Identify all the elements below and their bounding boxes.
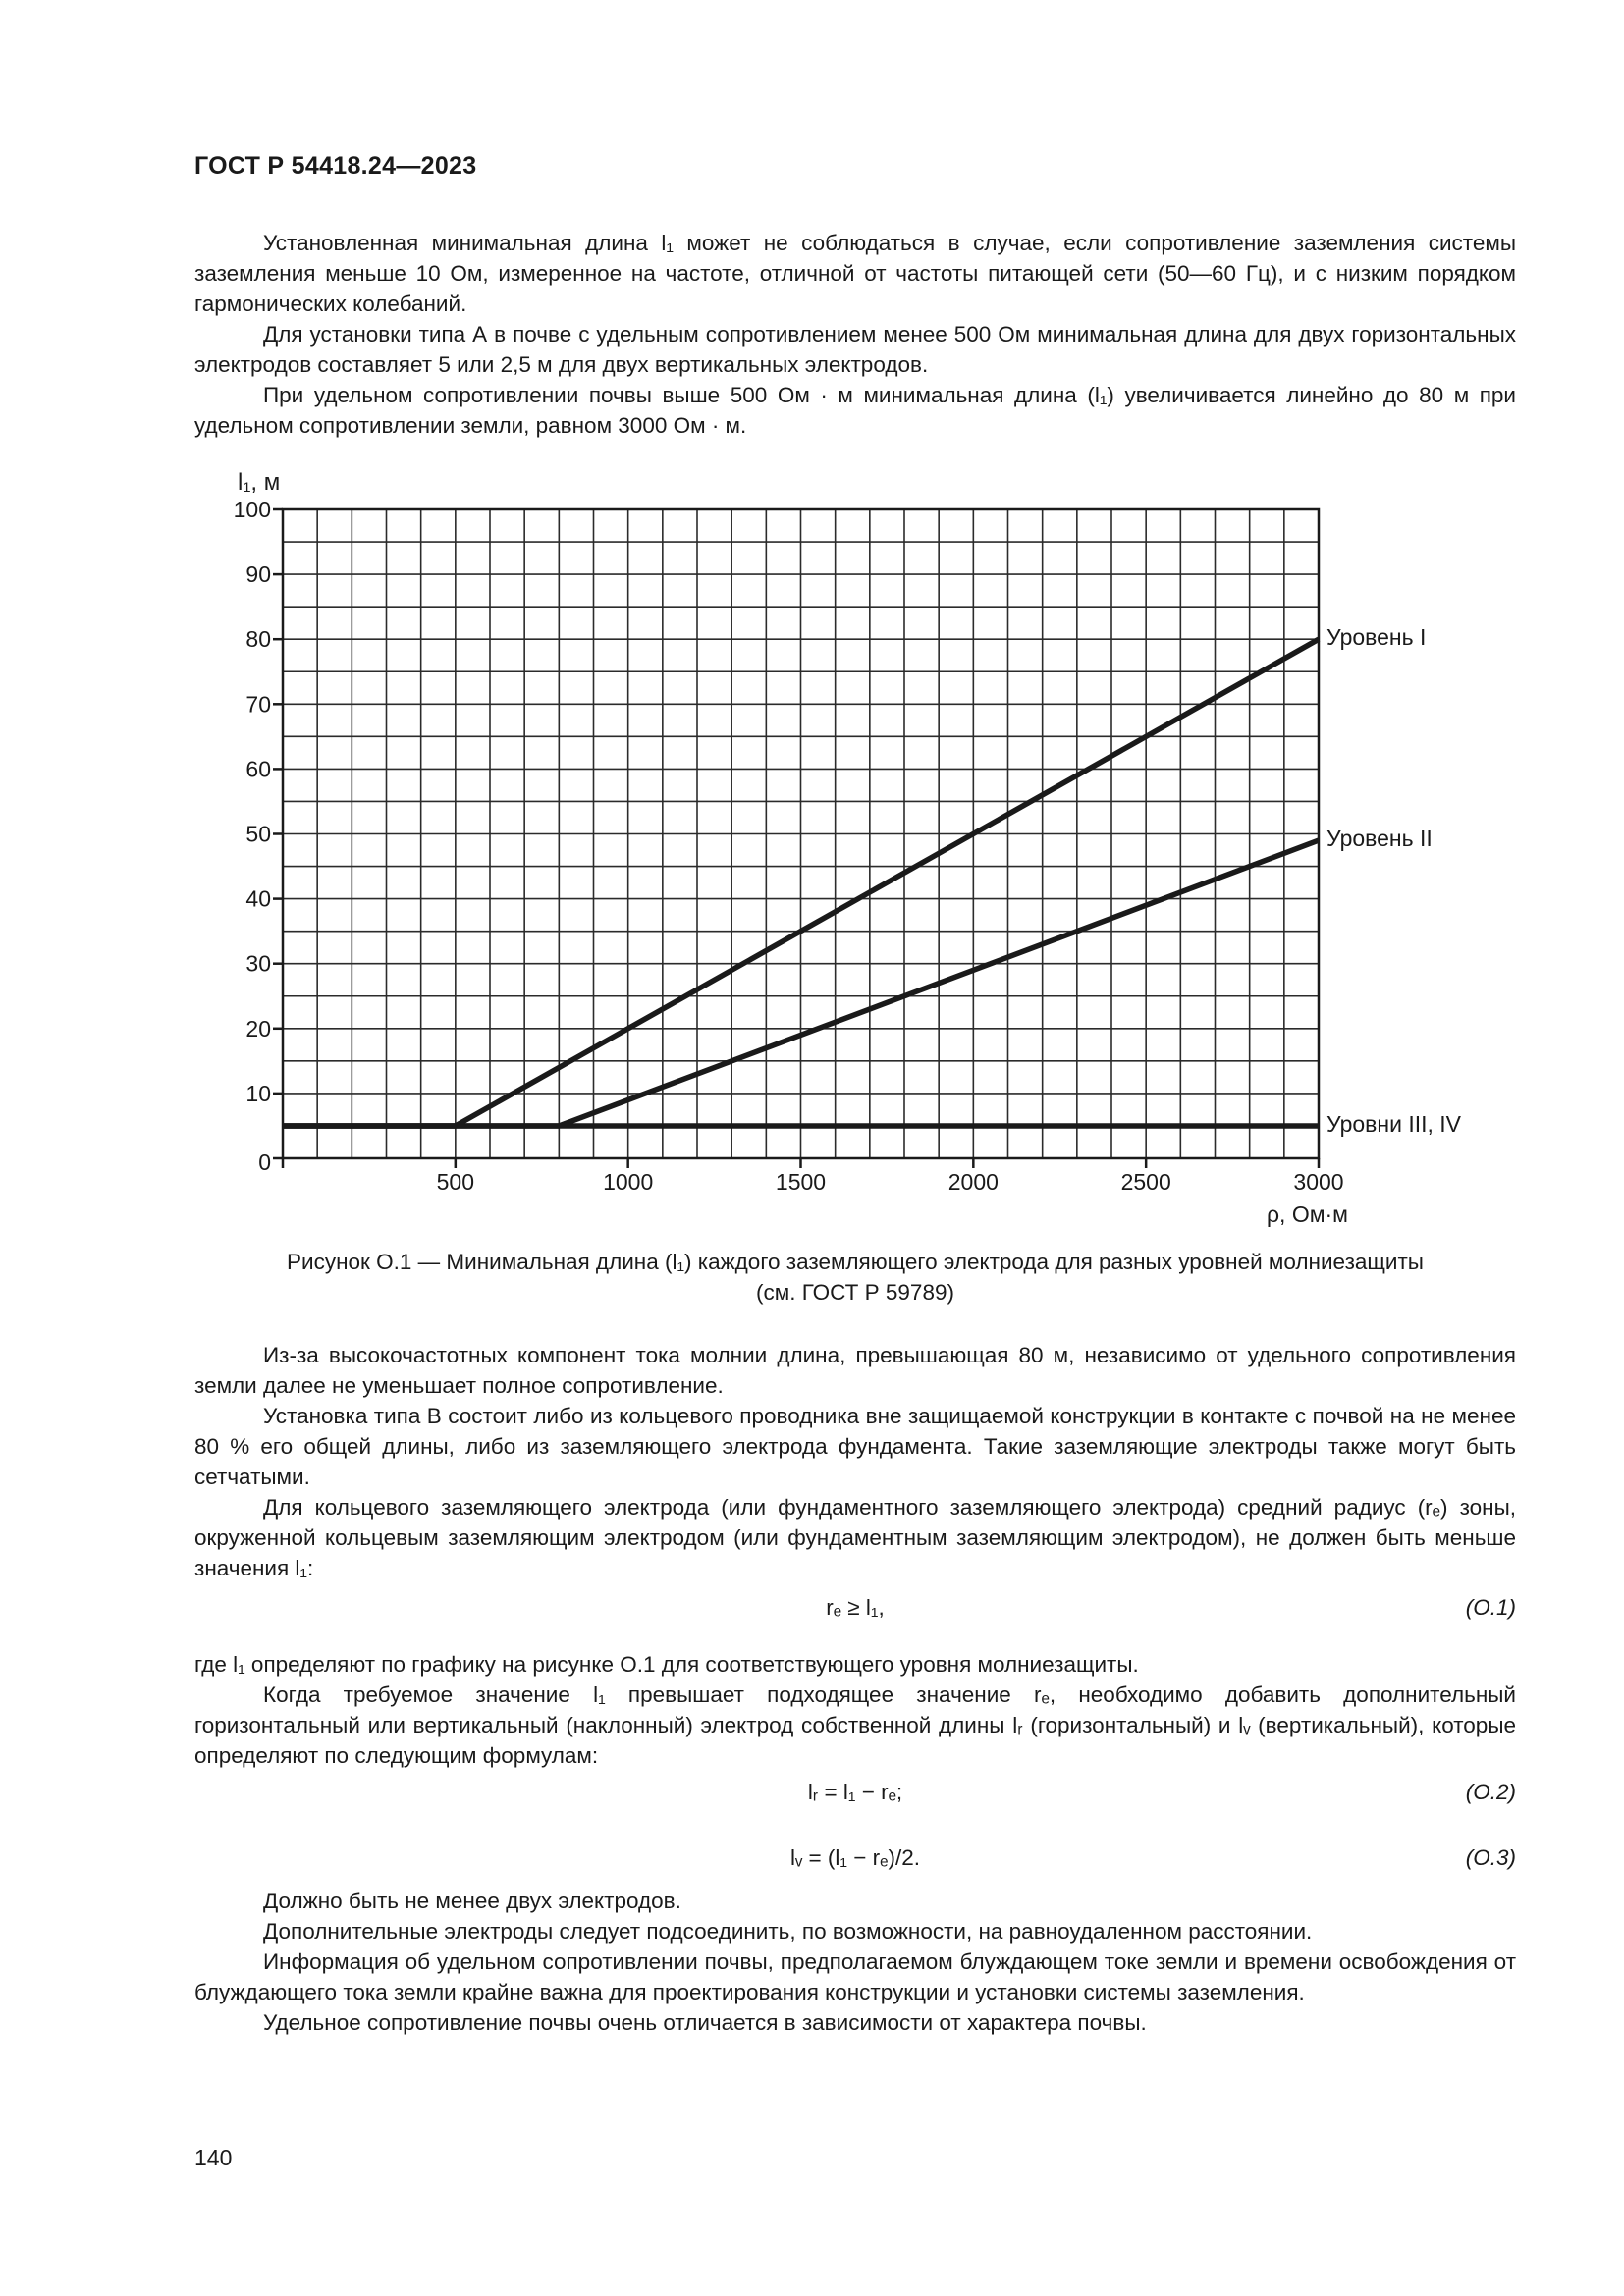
formula-expression: rₑ ≥ l₁, [826, 1595, 885, 1620]
x-tick-label: 3000 [1293, 1169, 1344, 1195]
middle-text [194, 1340, 1516, 1583]
paragraph: Информация об удельном сопротивлении почвы, предполагаемом блуждающем токе земли и времени освобождения от блуждающего тока земли крайне важна для проектирования конструкции и установки системы заземления. [194, 1949, 1516, 2004]
x-tick-label: 1000 [603, 1169, 654, 1195]
x-tick-label: 1500 [775, 1169, 827, 1195]
x-tick-label: 2000 [947, 1169, 999, 1195]
y-tick-label: 10 [245, 1080, 271, 1106]
caption-line-2: (см. ГОСТ Р 59789) [756, 1280, 954, 1305]
legend-label: Уровень I [1326, 624, 1427, 651]
paragraph: Дополнительные электроды следует подсоединить, по возможности, на равноудаленном расстоянии. [263, 1919, 1313, 1944]
paragraph: Для установки типа А в почве с удельным сопротивлением менее 500 Ом минимальная длина для двух горизонтальных электродов составляет 5 или 2,5 м для двух вертикальных электродов. [194, 322, 1516, 377]
legend-label: Уровни III, IV [1326, 1110, 1462, 1137]
formula-expression: lᵥ = (l₁ − rₑ)/2. [790, 1845, 920, 1870]
figure-caption [194, 1247, 1516, 1308]
y-tick-label: 90 [245, 561, 271, 588]
y-tick-label: 50 [245, 821, 271, 847]
origin-label: 0 [258, 1149, 271, 1175]
paragraph: Установка типа В состоит либо из кольцевого проводника вне защищаемой конструкции в контакте с почвой на не менее 80 % его общей длины, либо из заземляющего электрода фундамента. Такие заземляющие электроды также могут быть сетчатыми. [194, 1404, 1516, 1489]
x-axis-label: ρ, Ом·м [1266, 1201, 1348, 1227]
paragraph: Из-за высокочастотных компонент тока молнии длина, превышающая 80 м, независимо от удельного сопротивления земли далее не уменьшает полное сопротивление. [194, 1343, 1516, 1398]
x-tick-label: 500 [436, 1169, 475, 1195]
formula-o1 [194, 1592, 1516, 1623]
document-header: ГОСТ Р 54418.24—2023 [194, 152, 477, 180]
x-tick-label: 2500 [1120, 1169, 1171, 1195]
paragraph: При удельном сопротивлении почвы выше 500 Ом · м минимальная длина (l₁) увеличивается линейно до 80 м при удельном сопротивлении земли, равном 3000 Ом · м. [194, 383, 1516, 438]
formula-o3 [194, 1842, 1516, 1873]
y-tick-label: 20 [245, 1015, 271, 1041]
y-tick-label: 100 [233, 497, 271, 522]
y-tick-label: 80 [245, 626, 271, 653]
y-tick-label: 40 [245, 885, 271, 912]
chart-axes [273, 509, 1319, 1168]
caption-line-1: Рисунок О.1 — Минимальная длина (l₁) каждого заземляющего электрода для разных уровней молниезащиты [287, 1250, 1424, 1274]
paragraph: Удельное сопротивление почвы очень отличается в зависимости от характера почвы. [263, 2010, 1147, 2035]
formula-number: (О.2) [1465, 1780, 1516, 1804]
y-tick-label: 60 [245, 756, 271, 782]
paragraph: Когда требуемое значение l₁ превышает подходящее значение rₑ, необходимо добавить дополнительный горизонтальный или вертикальный (наклонный) электрод собственной длины lᵣ (горизонтальный) и lᵥ (вертикальный), которые определяют по следующим формулам: [194, 1682, 1516, 1768]
formula-number: (О.3) [1465, 1845, 1516, 1870]
formula-explanation [194, 1649, 1516, 1771]
paragraph: где l₁ определяют по графику на рисунке О.1 для соответствующего уровня молниезащиты. [194, 1652, 1139, 1677]
paragraph: Установленная минимальная длина l₁ может не соблюдаться в случае, если сопротивление заземления системы заземления меньше 10 Ом, измеренное на частоте, отличной от частоты питающей сети (50—60 Гц), и с низким порядком гармонических колебаний. [194, 231, 1516, 316]
legend-label: Уровень II [1326, 826, 1433, 852]
y-tick-label: 30 [245, 950, 271, 977]
paragraph: Для кольцевого заземляющего электрода (или фундаментного заземляющего электрода) средний радиус (rₑ) зоны, окруженной кольцевым заземляющим электродом (или фундаментным заземляющим электродом), не должен быть меньше значения l₁: [194, 1495, 1516, 1580]
chart-labels [234, 469, 1462, 1227]
formula-o2 [194, 1777, 1516, 1807]
page-number: 140 [194, 2145, 233, 2170]
bottom-text [194, 1886, 1516, 2038]
formula-expression: lᵣ = l₁ − rₑ; [807, 1780, 903, 1804]
formula-number: (О.1) [1465, 1595, 1516, 1620]
paragraph: Должно быть не менее двух электродов. [263, 1889, 681, 1913]
y-tick-label: 70 [245, 691, 271, 718]
chart-grid [283, 509, 1319, 1158]
y-axis-label: l₁, м [238, 469, 281, 496]
